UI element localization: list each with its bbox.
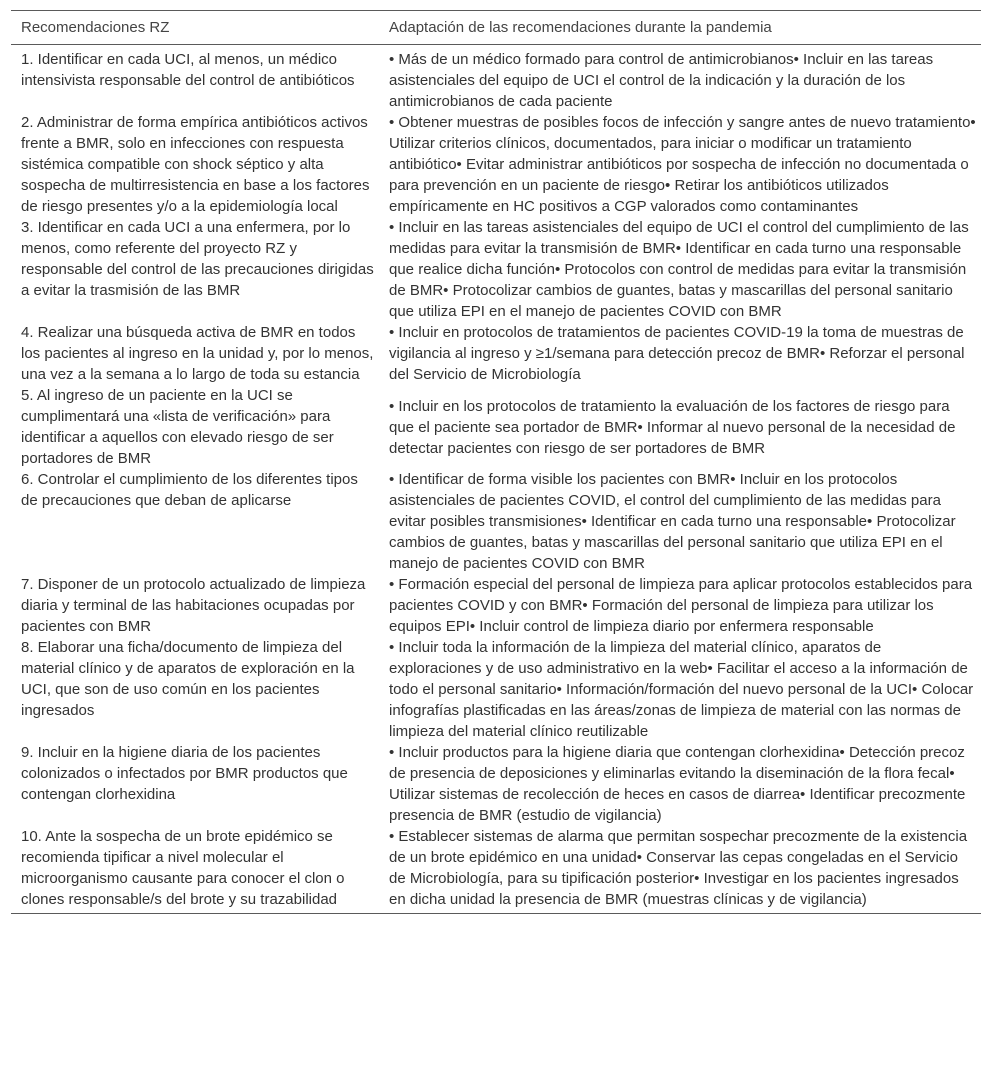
recommendation-cell: 6. Controlar el cumplimiento de los diferentes tipos de precauciones que deban de aplicarse — [21, 471, 358, 509]
header-recommendations: Recomendaciones RZ — [11, 11, 379, 45]
recommendations-table — [11, 10, 981, 914]
recommendation-cell: 1. Identificar en cada UCI, al menos, un médico intensivista responsable del control de antibióticos — [21, 51, 355, 89]
recommendation-cell: 8. Elaborar una ficha/documento de limpieza del material clínico y de aparatos de exploración en la UCI, que son de uso común en los pacientes ingresados — [21, 639, 355, 719]
table-row — [11, 742, 981, 826]
recommendation-cell: 2. Administrar de forma empírica antibióticos activos frente a BMR, solo en infecciones con respuesta sistémica compatible con shock séptico y alta sospecha de multirresistencia en base a los factores de riesgo presentes y/o a la epidemiología local — [21, 114, 370, 215]
table-row — [11, 574, 981, 637]
recommendation-cell: 3. Identificar en cada UCI a una enfermera, por lo menos, como referente del proyecto RZ y responsable del control de las precauciones dirigidas a evitar la trasmisión de las BMR — [21, 219, 374, 299]
table-header-row — [11, 11, 981, 45]
table-row — [11, 637, 981, 742]
header-adaptations: Adaptación de las recomendaciones durante la pandemia — [379, 11, 981, 45]
recommendation-cell: 9. Incluir en la higiene diaria de los pacientes colonizados o infectados por BMR productos que contengan clorhexidina — [21, 744, 348, 803]
recommendation-cell: 5. Al ingreso de un paciente en la UCI se cumplimentará una «lista de verificación» para identificar a aquellos con elevado riesgo de ser portadores de BMR — [21, 387, 334, 467]
table-row — [11, 112, 981, 217]
adaptation-cell: • Incluir productos para la higiene diaria que contengan clorhexidina• Detección precoz de presencia de deposiciones y eliminarlas evitando la diseminación de la flora fecal• Utilizar sistemas de recolección de heces en casos de diarrea• Identificar precozmente presencia de BMR (estudio de vigilancia) — [389, 744, 966, 824]
adaptation-cell: • Incluir en los protocolos de tratamiento la evaluación de los factores de riesgo para que el paciente sea portador de BMR• Informar al nuevo personal de la necesidad de detectar pacientes con riesgo de ser portadores de BMR — [389, 398, 956, 457]
adaptation-cell: • Identificar de forma visible los pacientes con BMR• Incluir en los protocolos asistenciales de pacientes COVID, el control del cumplimiento de las medidas para evitar posibles transmisiones• Identificar en cada turno una responsable• Protocolizar cambios de guantes, batas y mascarillas del personal sanitario que utiliza EPI en el manejo de pacientes COVID con BMR — [389, 471, 956, 572]
table-row — [11, 217, 981, 322]
recommendation-cell: 7. Disponer de un protocolo actualizado de limpieza diaria y terminal de las habitaciones ocupadas por pacientes con BMR — [21, 576, 366, 635]
table-row — [11, 826, 981, 914]
recommendations-table-container — [11, 10, 981, 914]
recommendation-cell: 10. Ante la sospecha de un brote epidémico se recomienda tipificar a nivel molecular el microorganismo causante para conocer el clon o clones responsable/s del brote y su trazabilidad — [11, 826, 379, 914]
recommendation-cell: 4. Realizar una búsqueda activa de BMR en todos los pacientes al ingreso en la unidad y, por lo menos, una vez a la semana a lo largo de toda su estancia — [21, 324, 374, 383]
table-row — [11, 385, 981, 469]
adaptation-cell: • Incluir en las tareas asistenciales del equipo de UCI el control del cumplimiento de las medidas para evitar la transmisión de BMR• Identificar en cada turno una responsable que realice dicha función• Protocolos con control de medidas para evitar la transmisión de BMR• Protocolizar cambios de guantes, batas y mascarillas del personal sanitario que utiliza EPI en el manejo de pacientes COVID con BMR — [389, 219, 969, 320]
table-row — [11, 469, 981, 574]
adaptation-cell: • Incluir toda la información de la limpieza del material clínico, aparatos de exploraciones y de uso administrativo en la web• Facilitar el acceso a la información de todo el personal sanitario• Información/formación del nuevo personal de la UCI• Colocar infografías plastificadas en las áreas/zonas de limpieza de material con las normas de limpieza del material clínico reutilizable — [389, 639, 974, 740]
adaptation-cell: • Formación especial del personal de limpieza para aplicar protocolos establecidos para pacientes COVID y con BMR• Formación del personal de limpieza para utilizar los equipos EPI• Incluir control de limpieza diario por enfermera responsable — [389, 576, 973, 635]
adaptation-cell: • Más de un médico formado para control de antimicrobianos• Incluir en las tareas asistenciales del equipo de UCI el control de la indicación y la duración de los antimicrobianos de cada paciente — [389, 51, 934, 110]
table-row — [11, 322, 981, 385]
table-row — [11, 45, 981, 113]
adaptation-cell: • Obtener muestras de posibles focos de infección y sangre antes de nuevo tratamiento• Utilizar criterios clínicos, documentados, para iniciar o modificar un tratamiento antibiótico• Evitar administrar antibióticos por sospecha de infección no documentada o para prevención en un paciente de riesgo• Retirar los antibióticos utilizados empíricamente en HC positivos a CGP valorados como contaminantes — [389, 114, 976, 215]
adaptation-cell: • Establecer sistemas de alarma que permitan sospechar precozmente de la existencia de un brote epidémico en una unidad• Conservar las cepas congeladas en el Servicio de Microbiología, para su tipificación posterior• Investigar en los pacientes ingresados en dicha unidad la presencia de BMR (muestras clínicas y de vigilancia) — [379, 826, 981, 914]
adaptation-cell: • Incluir en protocolos de tratamientos de pacientes COVID-19 la toma de muestras de vigilancia al ingreso y ≥1/semana para detección precoz de BMR• Reforzar el personal del Servicio de Microbiología — [389, 324, 965, 383]
